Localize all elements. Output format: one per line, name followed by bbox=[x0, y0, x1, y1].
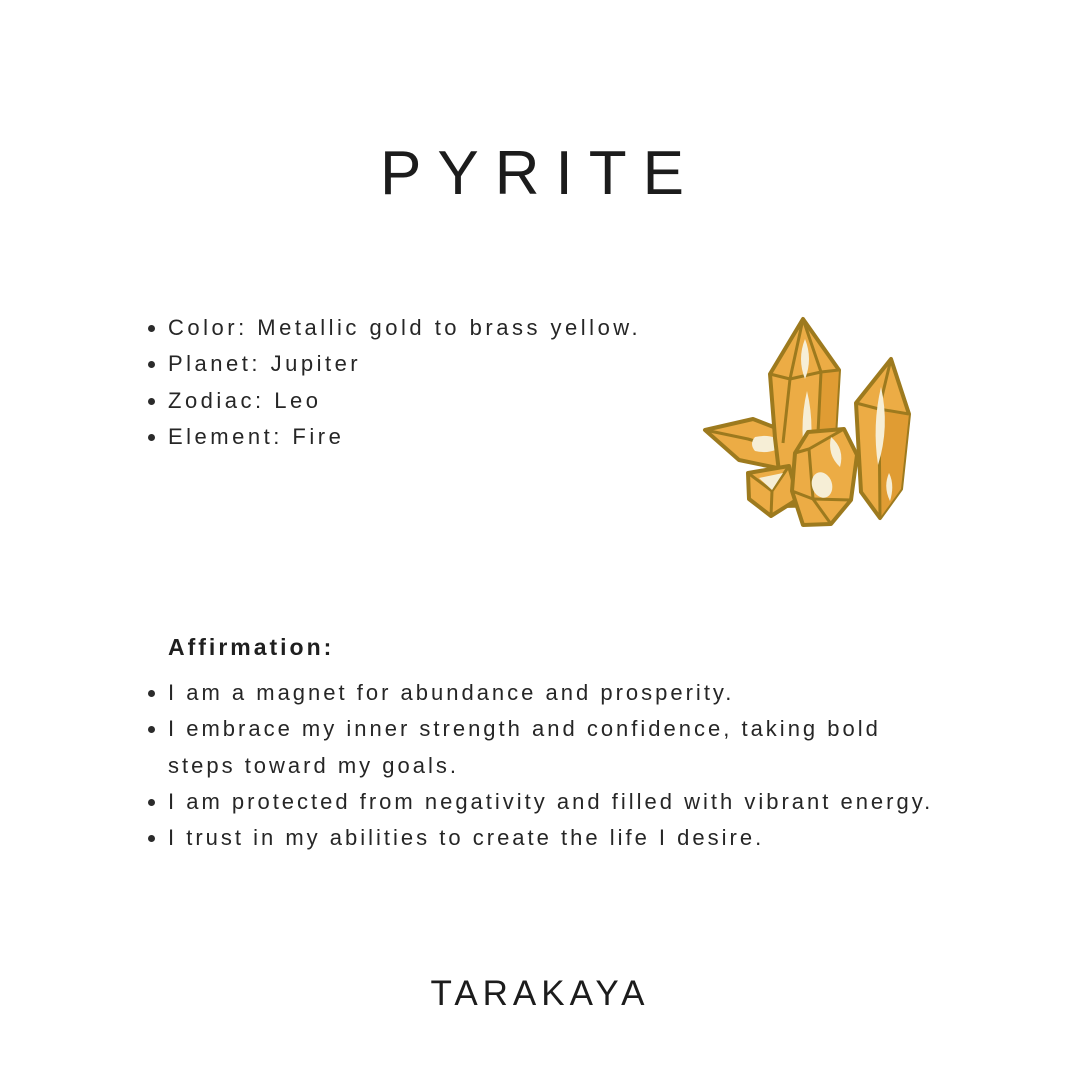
bullet-dot-icon bbox=[148, 799, 155, 806]
crystal-center-chunky bbox=[792, 429, 857, 525]
bullet-dot-icon bbox=[148, 325, 155, 332]
property-item-zodiac bbox=[146, 383, 706, 419]
affirmation-text: I am a magnet for abundance and prosperity. bbox=[168, 680, 735, 705]
brand-name: TARAKAYA bbox=[430, 974, 650, 1013]
crystal-right bbox=[856, 359, 909, 518]
property-item-element bbox=[146, 419, 706, 455]
property-text: Planet: Jupiter bbox=[168, 351, 362, 377]
affirmation-text: I trust in my abilities to create the life I desire. bbox=[168, 825, 765, 851]
property-text: Element: Fire bbox=[168, 423, 345, 449]
affirmation-heading: Affirmation: bbox=[168, 634, 335, 660]
affirmation-list bbox=[146, 675, 936, 856]
properties-list bbox=[146, 310, 706, 455]
property-item-planet bbox=[146, 346, 706, 382]
page-title: PYRITE bbox=[380, 139, 700, 208]
property-item-color bbox=[146, 310, 706, 346]
bullet-dot-icon bbox=[148, 434, 155, 441]
pyrite-crystal-cluster-icon bbox=[693, 303, 933, 543]
affirmation-text: I embrace my inner strength and confidence, taking bold steps toward my goals. bbox=[168, 716, 881, 778]
affirmation-text: I am protected from negativity and filled with vibrant energy. bbox=[168, 788, 934, 814]
affirmation-item bbox=[146, 711, 936, 784]
property-text: Zodiac: Leo bbox=[168, 387, 322, 413]
property-text: Color: Metallic gold to brass yellow. bbox=[168, 315, 642, 340]
affirmation-item bbox=[146, 820, 936, 856]
affirmation-item bbox=[146, 784, 936, 820]
bullet-dot-icon bbox=[148, 690, 155, 697]
bullet-dot-icon bbox=[148, 835, 155, 842]
bullet-dot-icon bbox=[148, 398, 155, 405]
affirmation-section bbox=[146, 634, 936, 856]
affirmation-item bbox=[146, 675, 936, 711]
bullet-dot-icon bbox=[148, 726, 155, 733]
bullet-dot-icon bbox=[148, 361, 155, 368]
